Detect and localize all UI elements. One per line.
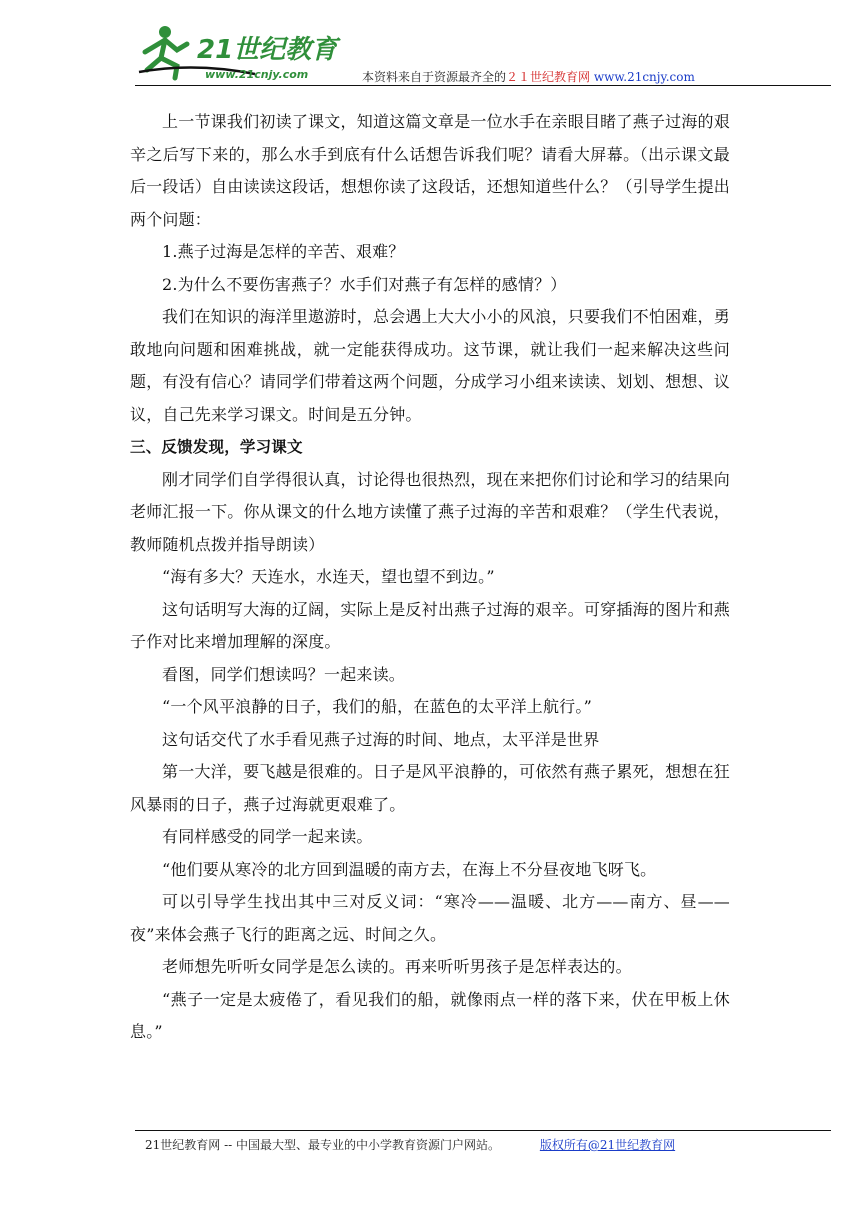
document-body bbox=[130, 106, 730, 1049]
paragraph: 这句话交代了水手看见燕子过海的时间、地点，太平洋是世界 bbox=[162, 729, 600, 749]
paragraph: 有同样感受的同学一起来读。 bbox=[162, 827, 373, 846]
paragraph: 这句话明写大海的辽阔，实际上是反衬出燕子过海的艰辛。可穿插海的图片和燕子作对比来增加理解的深度。 bbox=[130, 599, 730, 651]
header-source-note bbox=[362, 68, 695, 85]
header-site-name[interactable]: ２１世纪教育网 bbox=[506, 70, 591, 84]
paragraph: 我们在知识的海洋里遨游时，总会遇上大大小小的风浪，只要我们不怕困难，勇敢地向问题和困难挑战，就一定能获得成功。这节课，就让我们一起来解决这些问题，有没有信心？请同学们带着这两个问题，分成学习小组来读读、划划、想想、议议，自己先来学习课文。时间是五分钟。 bbox=[130, 307, 730, 424]
quote: “海有多大？天连水，水连天，望也望不到边。” bbox=[162, 567, 495, 586]
page-header bbox=[0, 0, 860, 90]
paragraph: 老师想先听听女同学是怎么读的。再来听听男孩子是怎样表达的。 bbox=[162, 957, 632, 976]
question-1: 1.燕子过海是怎样的辛苦、艰难？ bbox=[162, 242, 405, 261]
copyright-link[interactable]: 版权所有@21世纪教育网 bbox=[539, 1138, 676, 1152]
quote: “燕子一定是太疲倦了，看见我们的船，就像雨点一样的落下来，伏在甲板上休息。” bbox=[130, 989, 730, 1041]
section-heading: 三、反馈发现，学习课文 bbox=[130, 438, 303, 456]
logo-url: www.21cnjy.com bbox=[205, 68, 309, 81]
paragraph: 上一节课我们初读了课文，知道这篇文章是一位水手在亲眼目睹了燕子过海的艰辛之后写下来的，那么水手到底有什么话想告诉我们呢？请看大屏幕。（出示课文最后一段话）自由读读这段话，想想你读了这段话，还想知道些什么？（引导学生提出两个问题： bbox=[130, 112, 730, 229]
question-2: 2.为什么不要伤害燕子？水手们对燕子有怎样的感情？） bbox=[162, 274, 567, 294]
footer-text: 21世纪教育网 -- 中国最大型、最专业的中小学教育资源门户网站。 bbox=[145, 1138, 501, 1152]
paragraph: 刚才同学们自学得很认真，讨论得也很热烈，现在来把你们讨论和学习的结果向老师汇报一下。你从课文的什么地方读懂了燕子过海的辛苦和艰难？（学生代表说，教师随机点拨并指导朗读） bbox=[130, 469, 730, 554]
quote: “他们要从寒冷的北方回到温暖的南方去，在海上不分昼夜地飞呀飞。 bbox=[162, 859, 657, 879]
footer-divider bbox=[135, 1130, 831, 1131]
header-site-url[interactable]: www.21cnjy.com bbox=[593, 70, 695, 84]
paragraph: 看图，同学们想读吗？一起来读。 bbox=[162, 664, 406, 684]
paragraph: 可以引导学生找出其中三对反义词：“寒冷——温暖、北方——南方、昼——夜”来体会燕子飞行的距离之远、时间之久。 bbox=[130, 892, 730, 944]
logo-text: 21世纪教育 bbox=[197, 35, 338, 65]
header-note-prefix: 本资料来自于资源最齐全的 bbox=[362, 70, 507, 84]
quote: “一个风平浪静的日子，我们的船，在蓝色的太平洋上航行。” bbox=[162, 697, 592, 716]
runner-logo-icon bbox=[135, 22, 345, 84]
page-footer bbox=[145, 1136, 675, 1153]
paragraph: 第一大洋，要飞越是很难的。日子是风平浪静的，可依然有燕子累死，想想在狂风暴雨的日子，燕子过海就更艰难了。 bbox=[130, 762, 730, 814]
site-logo[interactable] bbox=[135, 22, 345, 84]
header-divider bbox=[135, 85, 831, 86]
